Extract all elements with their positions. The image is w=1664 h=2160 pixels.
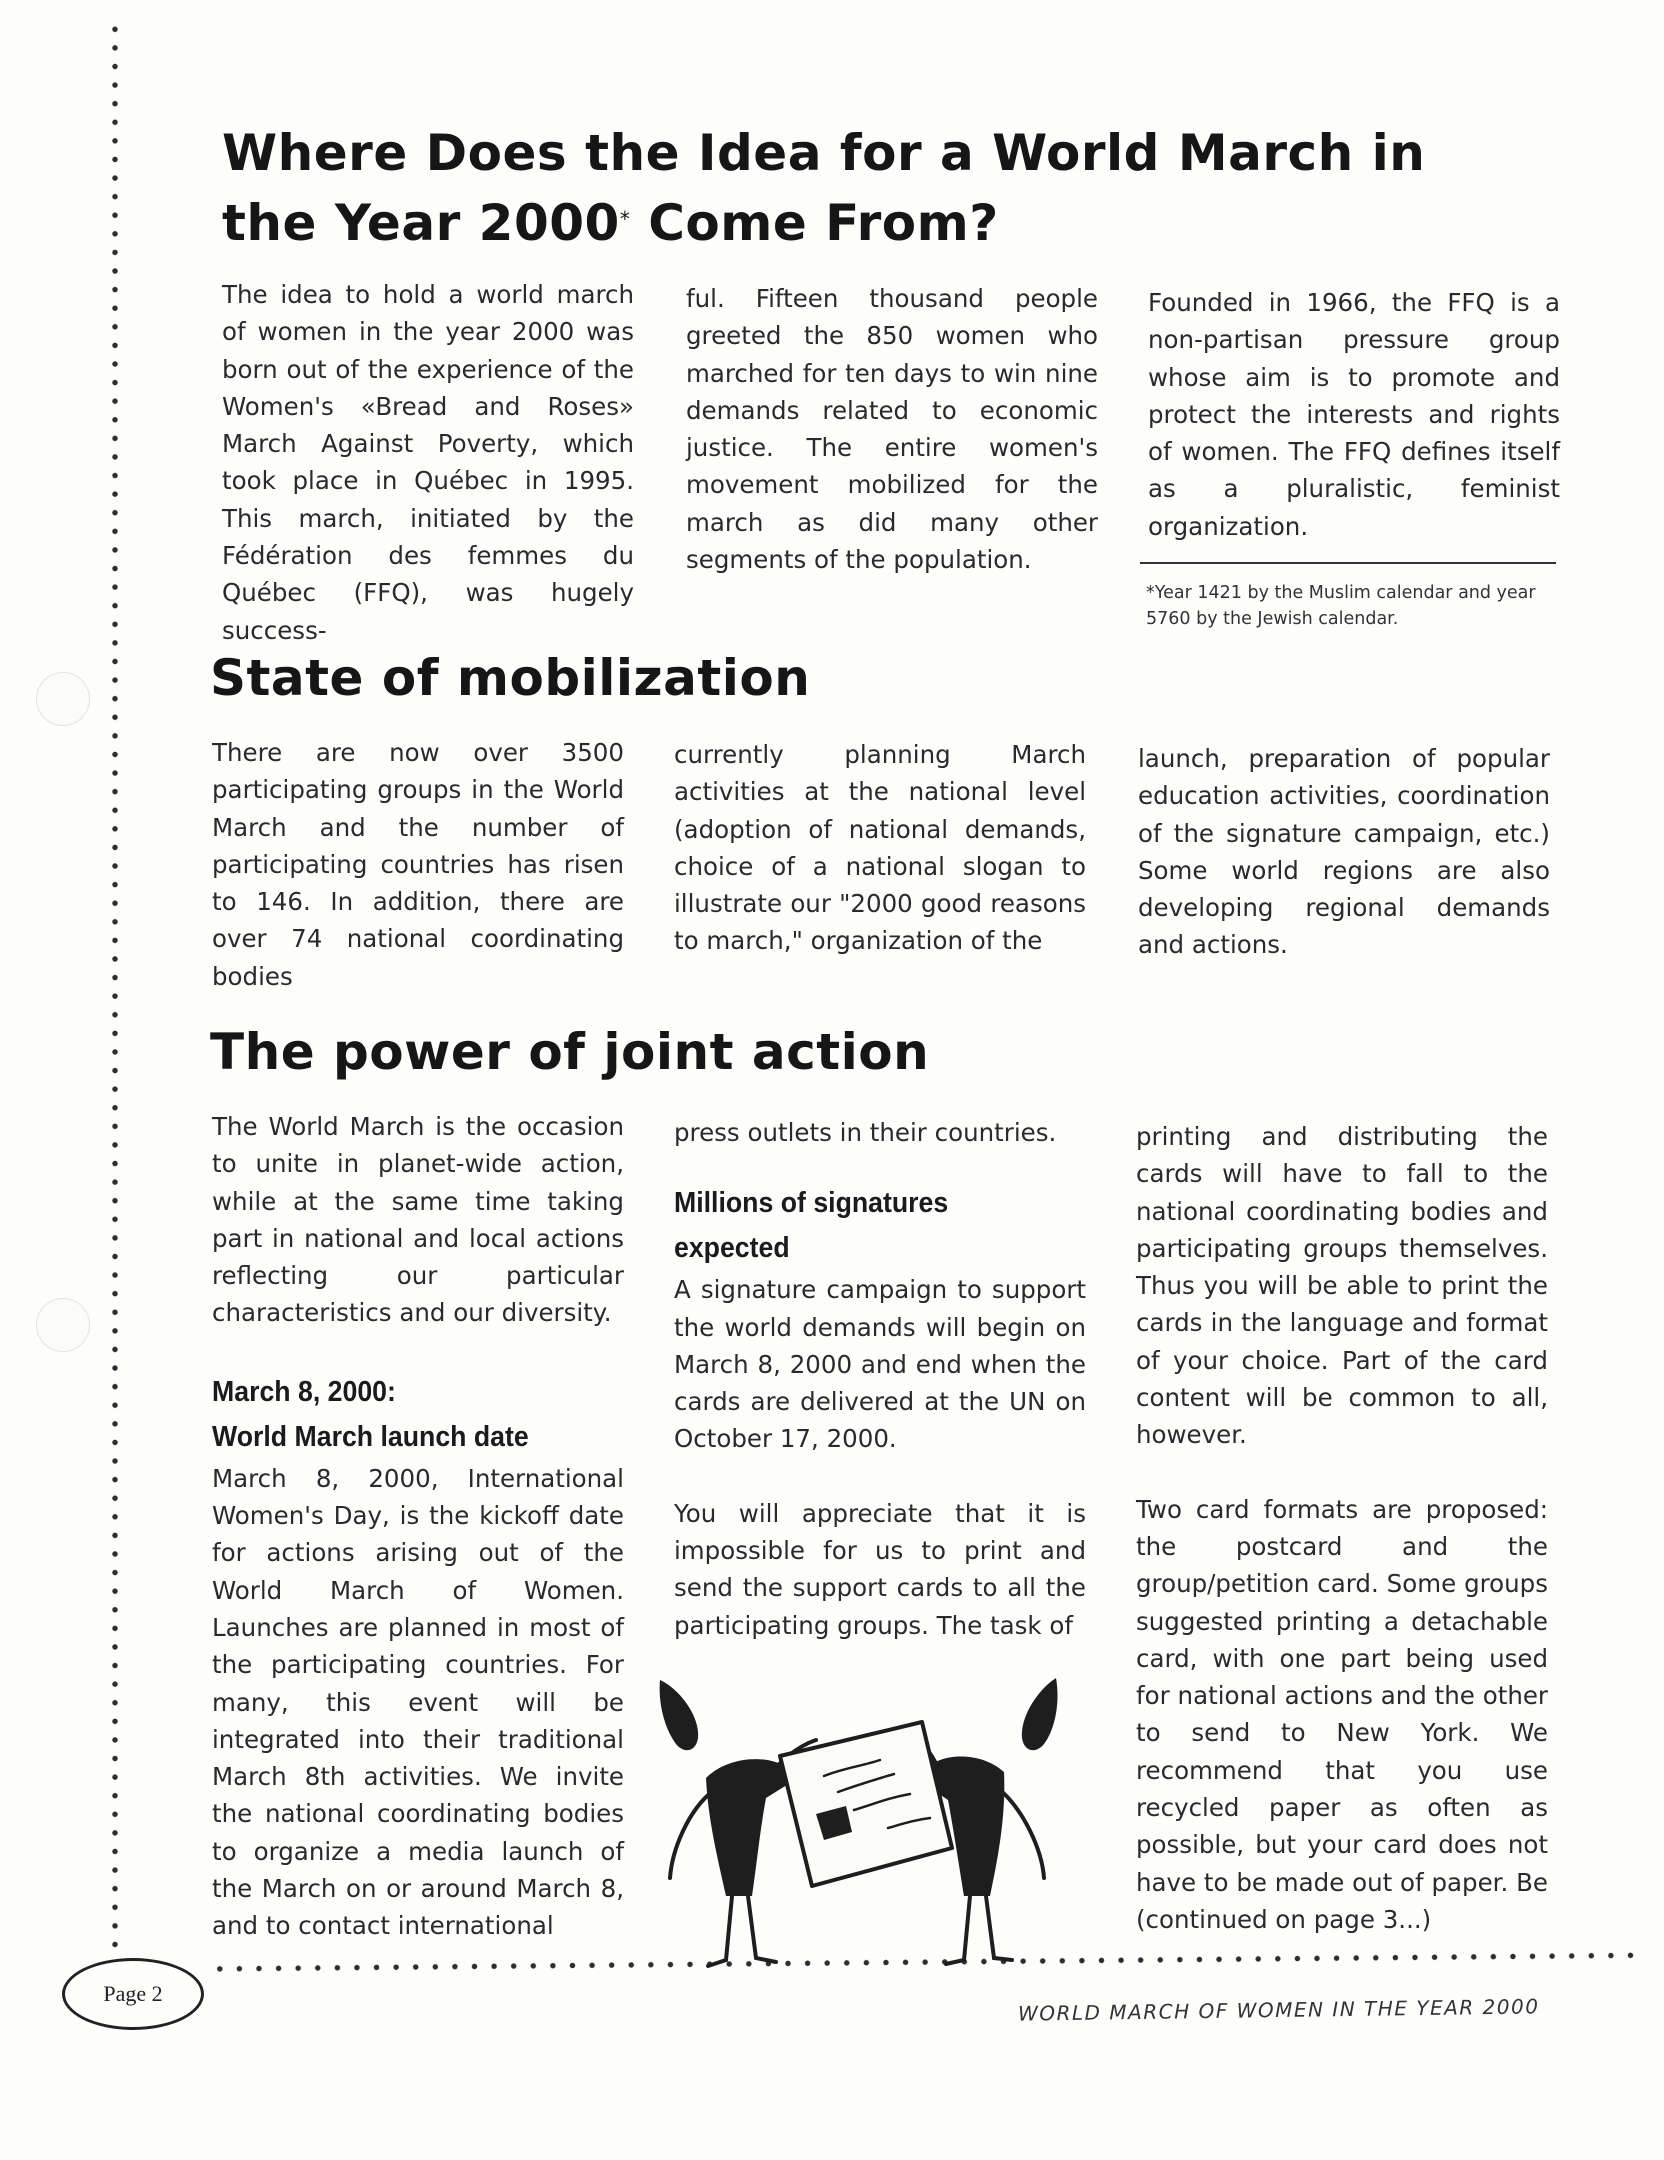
mobilization-text-2: currently planning March activities at the national level (adoption of national demands, choice of a national slogan to illustrate our "2000 good reasons to march," organization of the — [674, 740, 1086, 956]
footnote — [1146, 580, 1566, 632]
intro-col-2 — [686, 280, 1098, 578]
mobilization-text-1: There are now over 3500 participating groups in the World March and the number of participating countries has risen to 146. In addition, there are over 74 national coordinating bodies — [212, 738, 624, 991]
footnote-text: Year 1421 by the Muslim calendar and year 5760 by the Jewish calendar. — [1146, 583, 1536, 629]
footnote-rule — [1140, 562, 1556, 564]
joint-col3-para-2: Two card formats are proposed: the postcard and the group/petition card. Some groups suggested printing a detachable card, with one part being used for national actions and the other to send to New York. We recommend that you use recycled paper as often as possible, but your card does not have to be made out of paper. Be (continued on page 3...) — [1136, 1494, 1548, 1934]
title-line-1: Where Does the Idea for a World March in — [222, 124, 1426, 182]
section-heading-joint-action: The power of joint action — [210, 1023, 930, 1081]
mobilization-col-1 — [212, 734, 624, 995]
title-line-2-pre: the Year 2000 — [222, 194, 620, 252]
joint-col1-para-2: March 8, 2000, International Women's Day, is the kickoff date for actions arising out of the World March of Women. Launches are planned in most of the participating countries. For many, this event will be integrated into their traditional March 8th activities. We invite the national coordinating bodies to organize a media launch of the March on or around March 8, and to contact international — [212, 1463, 624, 1941]
intro-text-2: ful. Fifteen thousand people greeted the 850 women who marched for ten days to win nine demands related to economic justice. The entire women's movement mobilized for the march as did many other segments of the population. — [686, 284, 1098, 575]
title-footnote-mark: * — [619, 207, 631, 231]
title-line-2-post: Come From? — [630, 194, 999, 252]
mobilization-col-2 — [674, 736, 1086, 960]
punch-hole-bottom — [36, 1298, 90, 1352]
subheading-signatures-line-2: expected — [674, 1232, 790, 1265]
subheading-launch-date-line-2: World March launch date — [212, 1420, 529, 1453]
section-heading-mobilization: State of mobilization — [210, 649, 811, 707]
two-figures-holding-card-icon — [648, 1660, 1068, 1980]
page-number-badge — [62, 1958, 204, 2030]
mobilization-text-3: launch, preparation of popular education activities, coordination of the signature campaign, etc.) Some world regions are also developing regional demands and actions. — [1138, 744, 1550, 960]
page-number: Page 2 — [103, 1981, 163, 2006]
intro-col-3 — [1148, 284, 1560, 545]
publication-footer: WORLD MARCH OF WOMEN IN THE YEAR 2000 — [1017, 1994, 1540, 2026]
subheading-signatures-line-1: Millions of signatures — [674, 1187, 949, 1220]
punch-hole-top — [36, 672, 90, 726]
footnote-mark: * — [1146, 583, 1155, 603]
joint-col3-para-1: printing and distributing the cards will have to fall to the national coordinating bodies and participating groups themselves. Thus you will be able to print the cards in the language and format of your choice. Part of the card content will be common to all, however. — [1136, 1122, 1548, 1450]
joint-col-3 — [1136, 1118, 1548, 1938]
joint-col1-para-1: The World March is the occasion to unite in planet-wide action, while at the same time taking part in national and local actions reflecting our particular characteristics and our diversity. — [212, 1112, 624, 1328]
page-title — [222, 118, 1522, 258]
subheading-launch-date-line-1: March 8, 2000: — [212, 1375, 396, 1408]
joint-col-2 — [674, 1114, 1086, 1644]
intro-text-3: Founded in 1966, the FFQ is a non-partisan pressure group whose aim is to promote and protect the interests and rights of women. The FFQ defines itself as a pluralistic, feminist organization. — [1148, 288, 1560, 541]
joint-col-1 — [212, 1108, 624, 1945]
intro-col-1 — [222, 276, 634, 649]
joint-col2-para-1: press outlets in their countries. — [674, 1118, 1057, 1147]
joint-col2-para-2: A signature campaign to support the world demands will begin on March 8, 2000 and end when the cards are delivered at the UN on October 17, 2000. — [674, 1275, 1086, 1454]
mobilization-col-3 — [1138, 740, 1550, 964]
left-dot-border — [108, 20, 122, 1950]
intro-text-1: The idea to hold a world march of women in the year 2000 was born out of the experience of the Women's «Bread and Roses» March Against Poverty, which took place in Québec in 1995. This march, initiated by the Fédération des femmes du Québec (FFQ), was hugely success- — [222, 280, 634, 645]
joint-col2-para-3: You will appreciate that it is impossible for us to print and send the support cards to all the participating groups. The task of — [674, 1498, 1086, 1640]
